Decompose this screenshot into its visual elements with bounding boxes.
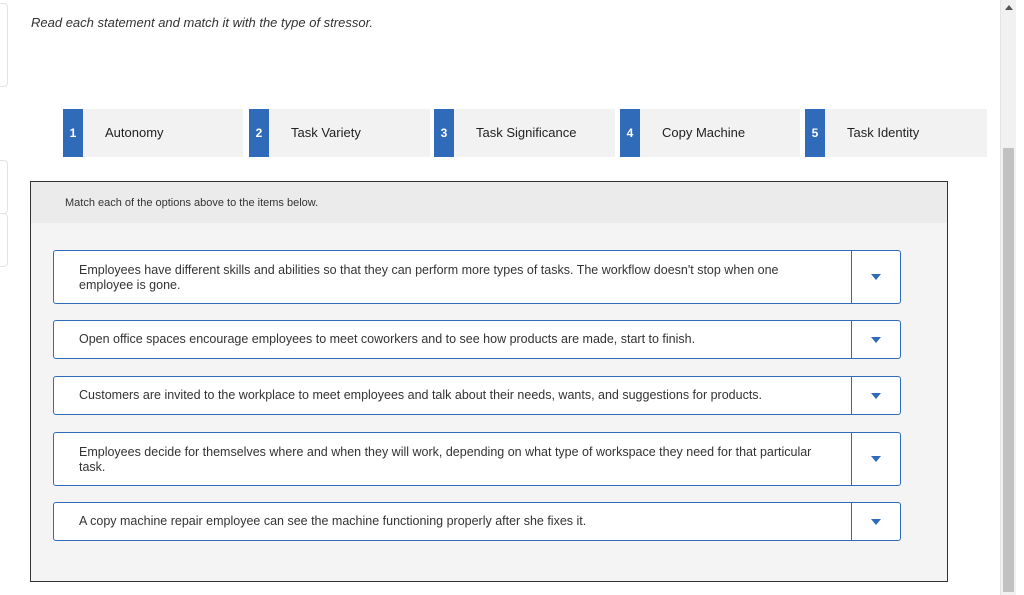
option-label: Task Identity bbox=[847, 125, 920, 140]
statement-text: Employees decide for themselves where and when they will work, depending on what type of workspace they need for that particular task. bbox=[79, 445, 812, 474]
match-item bbox=[53, 432, 901, 486]
option-label: Task Variety bbox=[291, 125, 361, 140]
caret-down-icon bbox=[871, 274, 881, 280]
matching-panel bbox=[30, 181, 948, 582]
answer-dropdown[interactable] bbox=[851, 433, 900, 485]
vertical-scrollbar[interactable] bbox=[1000, 0, 1016, 595]
panel-header-text: Match each of the options above to the items below. bbox=[65, 197, 319, 209]
option-label: Autonomy bbox=[105, 125, 164, 140]
option-card-autonomy[interactable] bbox=[63, 109, 243, 157]
statement-text: Employees have different skills and abilities so that they can perform more types of tasks. The workflow doesn't stop when one employee is gone. bbox=[79, 263, 779, 292]
option-card-task-identity[interactable] bbox=[805, 109, 987, 157]
match-item bbox=[53, 502, 901, 541]
caret-down-icon bbox=[871, 393, 881, 399]
option-number-badge: 5 bbox=[805, 109, 825, 157]
left-edge-tab bbox=[0, 3, 8, 87]
panel-header bbox=[31, 182, 947, 223]
option-card-task-variety[interactable] bbox=[249, 109, 430, 157]
caret-down-icon bbox=[871, 337, 881, 343]
statement-text: A copy machine repair employee can see the machine functioning properly after she fixes it. bbox=[79, 514, 587, 528]
options-bar bbox=[63, 109, 987, 157]
left-edge-tab bbox=[0, 160, 8, 214]
left-edge-tab bbox=[0, 213, 8, 267]
scrollbar-thumb[interactable] bbox=[1003, 148, 1014, 592]
option-number-badge: 3 bbox=[434, 109, 454, 157]
answer-dropdown[interactable] bbox=[851, 377, 900, 414]
statement-text: Customers are invited to the workplace to meet employees and talk about their needs, wants, and suggestions for products. bbox=[79, 388, 763, 402]
option-card-copy-machine[interactable] bbox=[620, 109, 800, 157]
statement-text: Open office spaces encourage employees to meet coworkers and to see how products are made, start to finish. bbox=[79, 332, 696, 346]
option-card-task-significance[interactable] bbox=[434, 109, 615, 157]
instruction-text: Read each statement and match it with the type of stressor. bbox=[31, 15, 374, 30]
match-item bbox=[53, 250, 901, 304]
option-number-badge: 1 bbox=[63, 109, 83, 157]
match-item bbox=[53, 320, 901, 359]
option-label: Task Significance bbox=[476, 125, 577, 140]
option-number-badge: 2 bbox=[249, 109, 269, 157]
answer-dropdown[interactable] bbox=[851, 503, 900, 540]
answer-dropdown[interactable] bbox=[851, 251, 900, 303]
match-item bbox=[53, 376, 901, 415]
scroll-up-arrow-icon[interactable] bbox=[1005, 5, 1013, 10]
option-number-badge: 4 bbox=[620, 109, 640, 157]
option-label: Copy Machine bbox=[662, 125, 746, 140]
answer-dropdown[interactable] bbox=[851, 321, 900, 358]
caret-down-icon bbox=[871, 519, 881, 525]
caret-down-icon bbox=[871, 456, 881, 462]
